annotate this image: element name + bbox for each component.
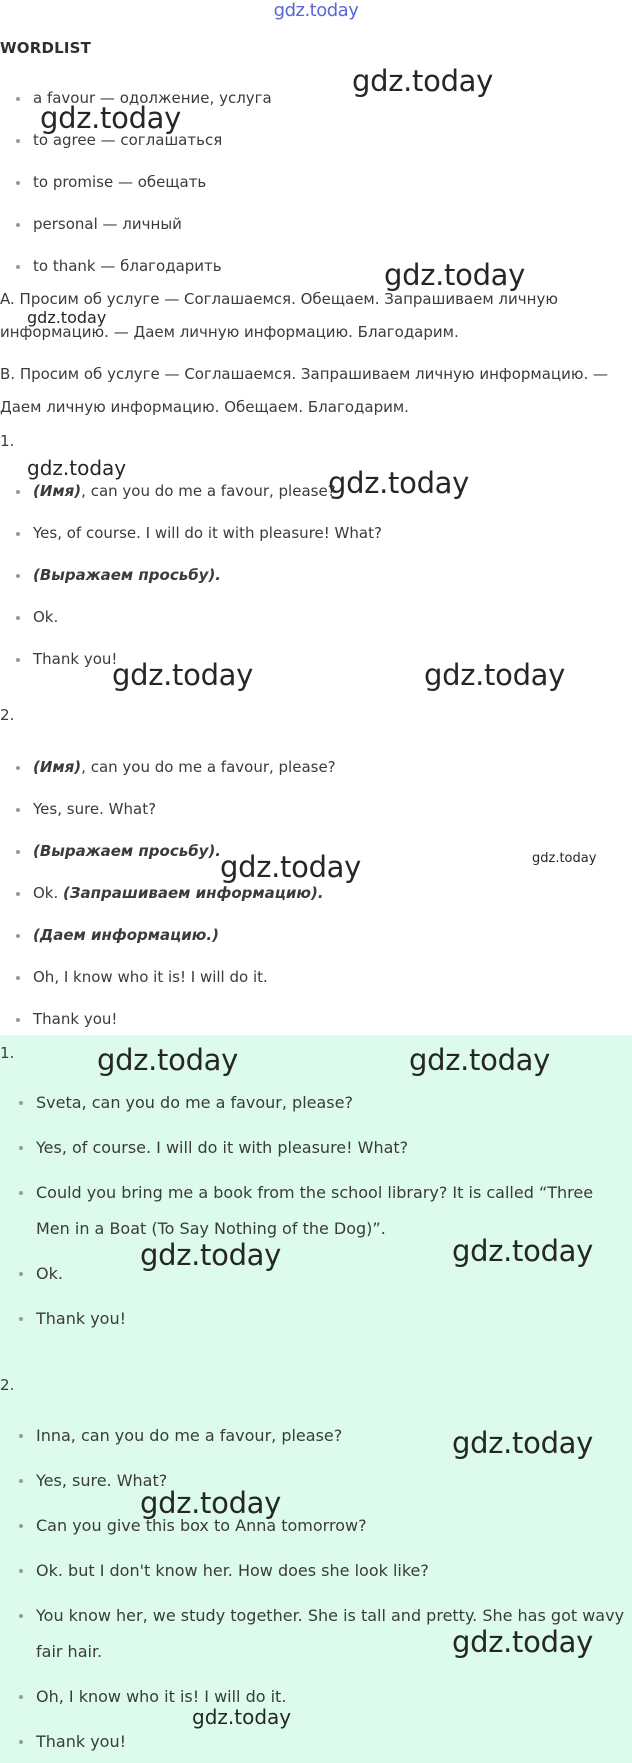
list-item — [0, 1008, 632, 1030]
dialogue-1-number: 1. — [0, 432, 15, 450]
list-item — [0, 924, 632, 946]
line-text: Oh, I know who it is! I will do it. — [33, 968, 268, 986]
list-item — [0, 606, 632, 628]
line-text: , can you do me a favour, please? — [81, 758, 336, 776]
list-item — [0, 798, 632, 820]
list-item — [0, 966, 632, 988]
placeholder-text: (Выражаем просьбу). — [33, 566, 222, 584]
watermark: gdz.today — [452, 1625, 594, 1659]
plan-a: A. Просим об услуге — Соглашаемся. Обещаем. Запрашиваем личную информацию. — Даем личную информацию. Благодарим. — [0, 290, 558, 341]
list-item: Yes, sure. What? — [0, 1463, 632, 1499]
watermark: gdz.today — [220, 850, 362, 884]
dialogue-2-number: 2. — [0, 706, 15, 724]
answer-1-number: 1. — [0, 1044, 15, 1062]
placeholder-text: (Даем информацию.) — [33, 926, 219, 944]
line-text: Thank you! — [33, 1010, 118, 1028]
list-item — [0, 564, 632, 586]
answer-2 — [0, 1418, 632, 1760]
list-item — [0, 882, 632, 904]
watermark: gdz.today — [328, 466, 470, 500]
watermark: gdz.today — [424, 658, 566, 692]
placeholder-text: (Запрашиваем информацию). — [63, 884, 324, 902]
watermark: gdz.today — [192, 1705, 292, 1729]
list-item: Thank you! — [0, 1724, 632, 1760]
plan-b: B. Просим об услуге — Соглашаемся. Запрашиваем личную информацию. — Даем личную информацию. Обещаем. Благодарим. — [0, 365, 609, 416]
watermark: gdz.today — [27, 456, 127, 480]
watermark: gdz.today — [384, 258, 526, 292]
list-item: Thank you! — [0, 1301, 632, 1337]
watermark: gdz.today — [409, 1043, 551, 1077]
list-item — [0, 480, 632, 502]
line-text: , can you do me a favour, please? — [81, 482, 336, 500]
watermark: gdz.today — [140, 1486, 282, 1520]
dialogue-1 — [0, 480, 632, 670]
watermark: gdz.today — [40, 101, 182, 135]
list-item: a favour — одолжение, услуга — [0, 87, 632, 109]
list-item: You know her, we study together. She is tall and pretty. She has got wavy fair hair. — [0, 1598, 632, 1670]
list-item: Yes, of course. I will do it with pleasure! What? — [0, 1130, 632, 1166]
list-item: Oh, I know who it is! I will do it. — [0, 1679, 632, 1715]
dialogue-2 — [0, 756, 632, 1030]
list-item: personal — личный — [0, 213, 632, 235]
list-item: Can you give this box to Anna tomorrow? — [0, 1508, 632, 1544]
placeholder-text: (Имя) — [33, 758, 82, 776]
watermark: gdz.today — [112, 658, 254, 692]
list-item: Ok. but I don't know her. How does she look like? — [0, 1553, 632, 1589]
line-text: Yes, of course. I will do it with pleasure! What? — [33, 524, 382, 542]
list-item: Sveta, can you do me a favour, please? — [0, 1085, 632, 1121]
list-item — [0, 648, 632, 670]
watermark: gdz.today — [352, 64, 494, 98]
watermark: gdz.today — [140, 1238, 282, 1272]
placeholder-text: (Имя) — [33, 482, 82, 500]
line-text: Ok. — [33, 608, 59, 626]
wordlist-heading: WORDLIST — [0, 39, 92, 57]
list-item: to agree — соглашаться — [0, 129, 632, 151]
line-text: Ok. — [33, 884, 64, 902]
watermark: gdz.today — [452, 1234, 594, 1268]
list-item: to promise — обещать — [0, 171, 632, 193]
answer-section — [0, 1035, 632, 1763]
placeholder-text: (Выражаем просьбу). — [33, 842, 222, 860]
list-item — [0, 840, 632, 862]
list-item: to thank — благодарить — [0, 255, 632, 277]
watermark: gdz.today — [97, 1043, 239, 1077]
site-logo[interactable]: gdz.today — [273, 0, 359, 21]
list-item: Could you bring me a book from the school library? It is called “Three Men in a Boat (To Say Nothing of the Dog)”. — [0, 1175, 626, 1247]
list-item: Inna, can you do me a favour, please? — [0, 1418, 632, 1454]
answer-1 — [0, 1085, 632, 1337]
list-item: Ok. — [0, 1256, 632, 1292]
list-item — [0, 756, 632, 778]
wordlist — [0, 87, 632, 277]
line-text: Thank you! — [33, 650, 118, 668]
watermark: gdz.today — [452, 1426, 594, 1460]
watermark: gdz.today — [532, 851, 597, 866]
list-item — [0, 522, 632, 544]
line-text: Yes, sure. What? — [33, 800, 157, 818]
answer-2-number: 2. — [0, 1376, 15, 1394]
watermark: gdz.today — [27, 308, 107, 327]
